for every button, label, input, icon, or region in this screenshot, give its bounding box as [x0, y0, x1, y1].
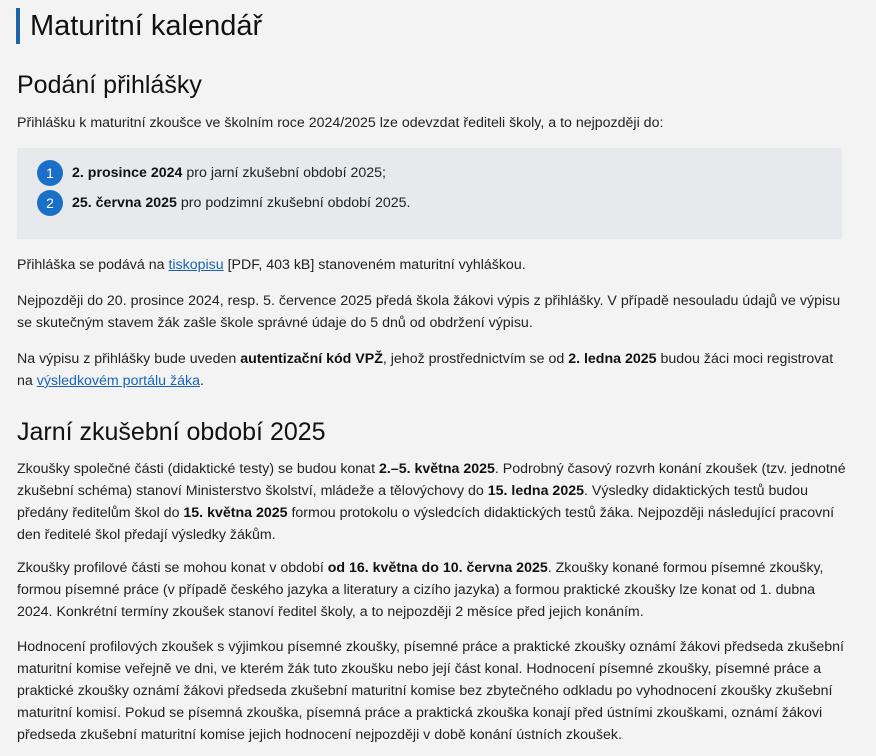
jarni-paragraph-hodnoceni: Hodnocení profilových zkoušek s výjimkou písemné zkoušky, písemné práce a praktické zkoušky oznámí žákovi předseda zkušební maturitní komise veřejně ve dni, ve kterém žák tuto zkoušku nebo její část konal. Hodnocení písemné zkoušky, písemné práce a praktické zkoušky oznámí žákovi předseda zkušební maturitní komise bez zbytečného odkladu po vyhodnocení zkoušky zkušební maturitní komisí. Pokud se písemná zkouška, písemná práce a praktická zkouška konají před ústními zkouškami, oznámí žákovi předseda zkušební maturitní komise jejich hodnocení nejpozději v době konání ústních zkoušek. [17, 639, 844, 743]
podani-paragraph-vypis: Nejpozději do 20. prosince 2024, resp. 5. července 2025 předá škola žákovi výpis z přihlášky. V případě nesouladu údajů ve výpisu se skutečným stavem žák zašle škole správné údaje do 5 dnů od obdržení výpisu. [17, 293, 841, 331]
podani-paragraph-kod: Na výpisu z přihlášky bude uveden autentizační kód VPŽ, jehož prostřednictvím se od 2. ledna 2025 budou žáci moci registrovat na výsledkovém portálu žáka. [17, 351, 834, 389]
podani-paragraph-form: Přihláška se podává na tiskopisu [PDF, 403 kB] stanoveném maturitní vyhláškou. [17, 257, 526, 273]
list-number-badge: 1 [37, 160, 63, 186]
page-title-block [16, 8, 262, 44]
deadline-item [37, 160, 386, 186]
deadline-date: 2. prosince 2024 [72, 165, 183, 181]
podani-intro: Přihlášku k maturitní zkoušce ve školním roce 2024/2025 lze odevzdat řediteli školy, a to nejpozději do: [17, 115, 664, 131]
jarni-paragraph-spolecna: Zkoušky společné části (didaktické testy) se budou konat 2.–5. května 2025. Podrobný časový rozvrh konání zkoušek (tzv. jednotné zkušební schéma) stanoví Ministerstvo školství, mládeže a tělovýchovy do 15. ledna 2025. Výsledky didaktických testů budou předány ředitelům škol do 15. května 2025 formou protokolu o výsledcích didaktických testů žáka. Nejpozději následující pracovní den ředitelé škol předají výsledky žákům. [17, 461, 846, 543]
deadline-date: 25. června 2025 [72, 195, 177, 211]
section-heading-jarni: Jarní zkušební období 2025 [17, 418, 326, 446]
list-number-badge: 2 [37, 190, 63, 216]
tiskopis-link[interactable]: tiskopisu [168, 257, 224, 273]
section-heading-podani: Podání přihlášky [17, 71, 202, 99]
jarni-paragraph-profilova: Zkoušky profilové části se mohou konat v období od 16. května do 10. června 2025. Zkoušky konané formou písemné zkoušky, formou písemné práce (v případě českého jazyka a literatury a cizího jazyka) a formou praktické zkoušky lze konat od 1. dubna 2024. Konkrétní termíny zkoušek stanoví ředitel školy, a to nejpozději 2 měsíce před jejich konáním. [17, 560, 824, 620]
deadline-desc: pro podzimní zkušební období 2025. [180, 195, 411, 211]
deadline-list [17, 148, 842, 239]
deadline-item [37, 190, 410, 216]
vysledkovy-portal-link[interactable]: výsledkovém portálu žáka [36, 373, 200, 389]
deadline-desc: pro jarní zkušební období 2025; [186, 165, 386, 181]
page-title: Maturitní kalendář [30, 10, 263, 42]
